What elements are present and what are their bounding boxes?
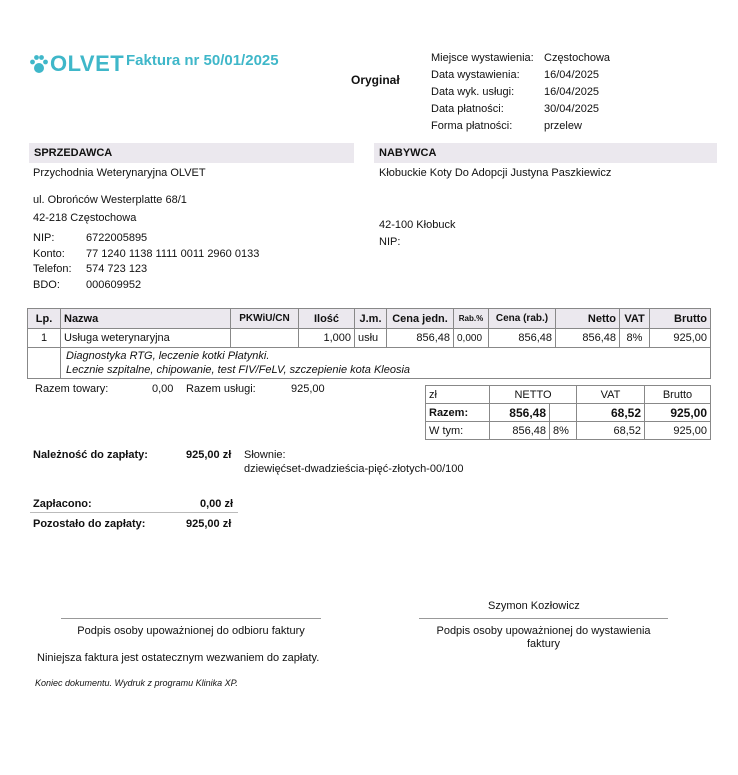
row-vat: 8% (620, 329, 650, 348)
col-price: Cena jedn. (387, 309, 454, 329)
buyer-nip-label: NIP: (379, 236, 401, 248)
services-total-label: Razem usługi: (186, 383, 256, 395)
goods-total-label: Razem towary: (35, 383, 109, 395)
items-table (27, 308, 711, 379)
description-line-1: Diagnostyka RTG, leczenie kotki Płatynki. (66, 350, 270, 362)
col-price-disc: Cena (rab.) (489, 309, 556, 329)
seller-street: ul. Obrońców Westerplatte 68/1 (33, 194, 187, 206)
meta-issue-date: Data wystawienia: 16/04/2025 (431, 69, 600, 81)
summary-col-gross: Brutto (645, 386, 711, 404)
seller-phone-label: Telefon: (33, 263, 72, 275)
seller-account: 77 1240 1138 1111 0011 2960 0133 (86, 248, 260, 260)
summary-total-vat: 68,52 (577, 404, 645, 422)
seller-header: SPRZEDAWCA (29, 143, 354, 163)
summary-incl-gross: 925,00 (645, 422, 711, 440)
row-name: Usługa weterynaryjna (61, 329, 231, 348)
summary-incl-net: 856,48 (490, 422, 550, 440)
summary-incl-row (426, 422, 711, 440)
seller-bdo-label: BDO: (33, 279, 60, 291)
col-name: Nazwa (61, 309, 231, 329)
receiver-signature-line (61, 618, 321, 619)
document-footer: Koniec dokumentu. Wydruk z programu Klinika XP. (35, 678, 238, 688)
logo-text: OLVET (50, 51, 125, 76)
services-total-value: 925,00 (291, 383, 325, 395)
goods-total-value: 0,00 (152, 383, 174, 395)
buyer-header: NABYWCA (374, 143, 717, 163)
vat-summary-table (425, 385, 711, 440)
summary-total-gross: 925,00 (645, 404, 711, 422)
issuer-signature-caption-2: faktury (526, 638, 560, 650)
row-qty: 1,000 (299, 329, 355, 348)
copy-label: Oryginał (351, 73, 400, 87)
remaining-amount: 925,00 zł (186, 518, 232, 530)
row-pkwiu (231, 329, 299, 348)
description-row (28, 348, 711, 379)
issuer-signature-line (419, 618, 668, 619)
buyer-name: Kłobuckie Koty Do Adopcji Justyna Paszkiewicz (379, 167, 612, 179)
due-words: dziewięćset-dwadzieścia-pięć-złotych-00/100 (244, 463, 464, 475)
col-pkwiu: PKWiU/CN (231, 309, 299, 329)
seller-name: Przychodnia Weterynaryjna OLVET (33, 167, 206, 179)
summary-col-vat: VAT (577, 386, 645, 404)
row-discount: 0,000 (454, 329, 489, 348)
seller-nip-label: NIP: (33, 232, 55, 244)
seller-bdo: 000609952 (86, 279, 142, 291)
row-unit: usłu (355, 329, 387, 348)
seller-phone: 574 723 123 (86, 263, 148, 275)
meta-service-date: Data wyk. usługi: 16/04/2025 (431, 86, 600, 98)
table-row (28, 329, 711, 348)
due-amount: 925,00 zł (186, 449, 232, 461)
seller-nip: 6722005895 (86, 232, 148, 244)
summary-total-label: Razem: (426, 404, 490, 422)
summary-total-net: 856,48 (490, 404, 550, 422)
receiver-signature-caption: Podpis osoby upoważnionej do odbioru faktury (77, 625, 305, 637)
seller-account-label: Konto: (33, 248, 65, 260)
meta-payment-method: Forma płatności: przelew (431, 120, 582, 132)
summary-incl-rate: 8% (550, 422, 577, 440)
col-net: Netto (556, 309, 620, 329)
col-gross: Brutto (650, 309, 711, 329)
description-line-2: Lecznie szpitalne, chipowanie, test FIV/FeLV, szczepienie kota Kleosia (66, 364, 411, 376)
row-price-disc: 856,48 (489, 329, 556, 348)
col-vat: VAT (620, 309, 650, 329)
final-notice: Niniejsza faktura jest ostatecznym wezwaniem do zapłaty. (37, 652, 320, 664)
row-price: 856,48 (387, 329, 454, 348)
summary-col-net: NETTO (490, 386, 577, 404)
col-lp: Lp. (28, 309, 61, 329)
meta-payment-date: Data płatności: 30/04/2025 (431, 103, 600, 115)
issuer-name: Szymon Kozłowicz (488, 600, 580, 612)
buyer-city: 42-100 Kłobuck (379, 219, 456, 231)
summary-total-row (426, 404, 711, 422)
summary-header-row (426, 386, 711, 404)
paw-icon (29, 53, 49, 75)
summary-incl-vat: 68,52 (577, 422, 645, 440)
issuer-signature-caption-1: Podpis osoby upoważnionej do wystawienia (436, 625, 651, 637)
col-qty: Ilość (299, 309, 355, 329)
col-discount: Rab.% (454, 309, 489, 329)
summary-incl-label: W tym: (426, 422, 490, 440)
row-gross: 925,00 (650, 329, 711, 348)
seller-city: 42-218 Częstochowa (33, 212, 137, 224)
meta-place: Miejsce wystawienia: Częstochowa (431, 52, 611, 64)
invoice-title: Faktura nr 50/01/2025 (126, 52, 279, 69)
divider (30, 512, 238, 513)
row-net: 856,48 (556, 329, 620, 348)
row-lp: 1 (28, 329, 61, 348)
items-header-row (28, 309, 711, 329)
due-label: Należność do zapłaty: (33, 449, 148, 461)
paid-label: Zapłacono: (33, 498, 92, 510)
item-description (61, 348, 711, 379)
summary-currency: zł (426, 386, 490, 404)
olvet-logo (29, 50, 124, 78)
col-unit: J.m. (355, 309, 387, 329)
remaining-label: Pozostało do zapłaty: (33, 518, 146, 530)
due-words-label: Słownie: (244, 449, 286, 461)
paid-amount: 0,00 zł (200, 498, 234, 510)
